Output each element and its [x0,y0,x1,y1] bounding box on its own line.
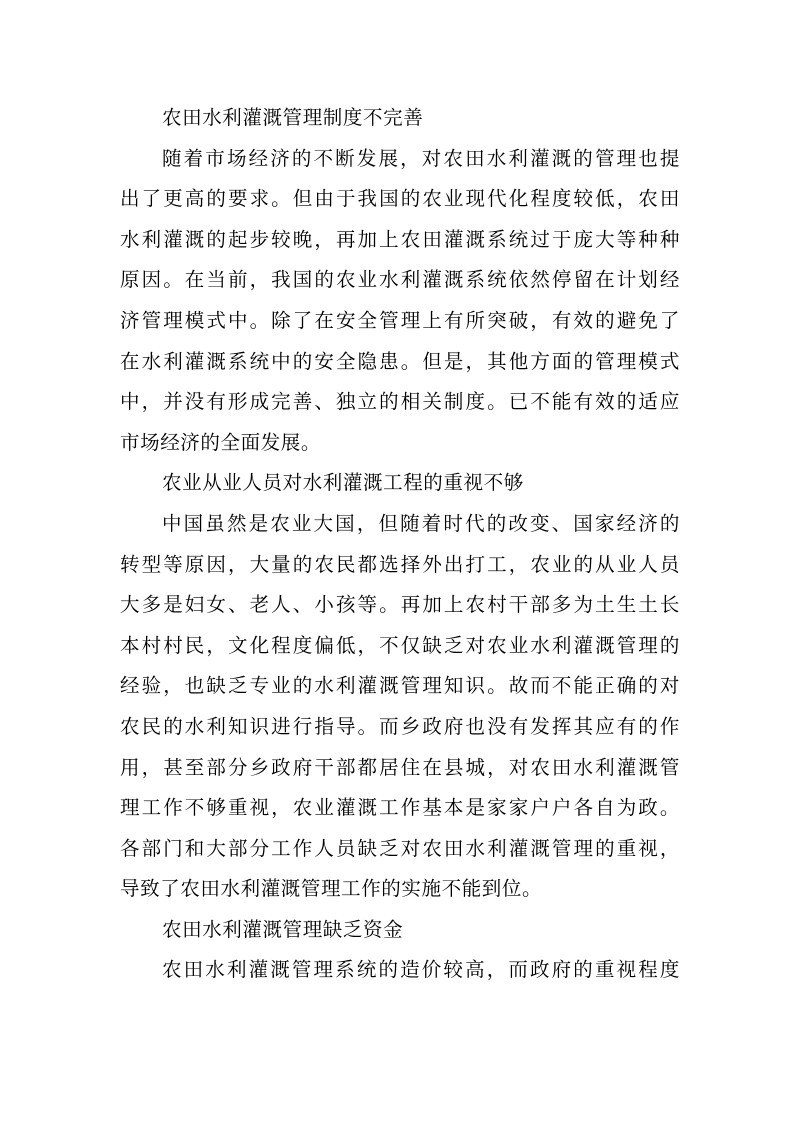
paragraph-first-line: 随着市场经济的不断发展，对农田水利灌溉的管理也提 [162,146,680,170]
paragraph-line: 中，并没有形成完善、独立的相关制度。已不能有效的适应 [120,390,680,414]
paragraph-first-line: 农田水利灌溉管理制度不完善 [162,106,424,129]
paragraph-line: 各部门和大部分工作人员缺乏对农田水利灌溉管理的重视， [120,836,680,860]
paragraph-first-line: 中国虽然是农业大国，但随着时代的改变、国家经济的 [162,511,680,535]
paragraph-line: 本村村民，文化程度偏低，不仅缺乏对农业水利灌溉管理的 [120,633,680,657]
paragraph-first-line: 农田水利灌溉管理系统的造价较高，而政府的重视程度 [162,958,680,982]
paragraph-first-line: 农田水利灌溉管理缺乏资金 [162,917,404,941]
paragraph-line: 出了更高的要求。但由于我国的农业现代化程度较低，农田 [120,187,680,211]
paragraph-line: 原因。在当前，我国的农业水利灌溉系统依然停留在计划经 [120,268,680,292]
paragraph-first-line: 农业从业人员对水利灌溉工程的重视不够 [162,471,524,495]
paragraph-line: 经验，也缺乏专业的水利灌溉管理知识。故而不能正确的对 [120,674,680,698]
paragraph-line: 导致了农田水利灌溉管理工作的实施不能到位。 [120,877,543,901]
paragraph-line: 转型等原因，大量的农民都选择外出打工，农业的从业人员 [120,552,680,576]
paragraph-line: 理工作不够重视，农业灌溉工作基本是家家户户各自为政。 [120,796,680,820]
text-lines [120,98,680,991]
paragraph-line: 市场经济的全面发展。 [120,430,322,454]
paragraph-line: 在水利灌溉系统中的安全隐患。但是，其他方面的管理模式 [120,349,680,373]
document-body [120,98,680,991]
paragraph-line: 水利灌溉的起步较晚，再加上农田灌溉系统过于庞大等种种 [120,227,680,251]
paragraph-line: 济管理模式中。除了在安全管理上有所突破，有效的避免了 [120,308,680,332]
paragraph-line: 用，甚至部分乡政府干部都居住在县城，对农田水利灌溉管 [120,755,680,779]
paragraph-line: 大多是妇女、老人、小孩等。再加上农村干部多为土生土长 [120,593,680,617]
paragraph-line: 农民的水利知识进行指导。而乡政府也没有发挥其应有的作 [120,714,680,738]
